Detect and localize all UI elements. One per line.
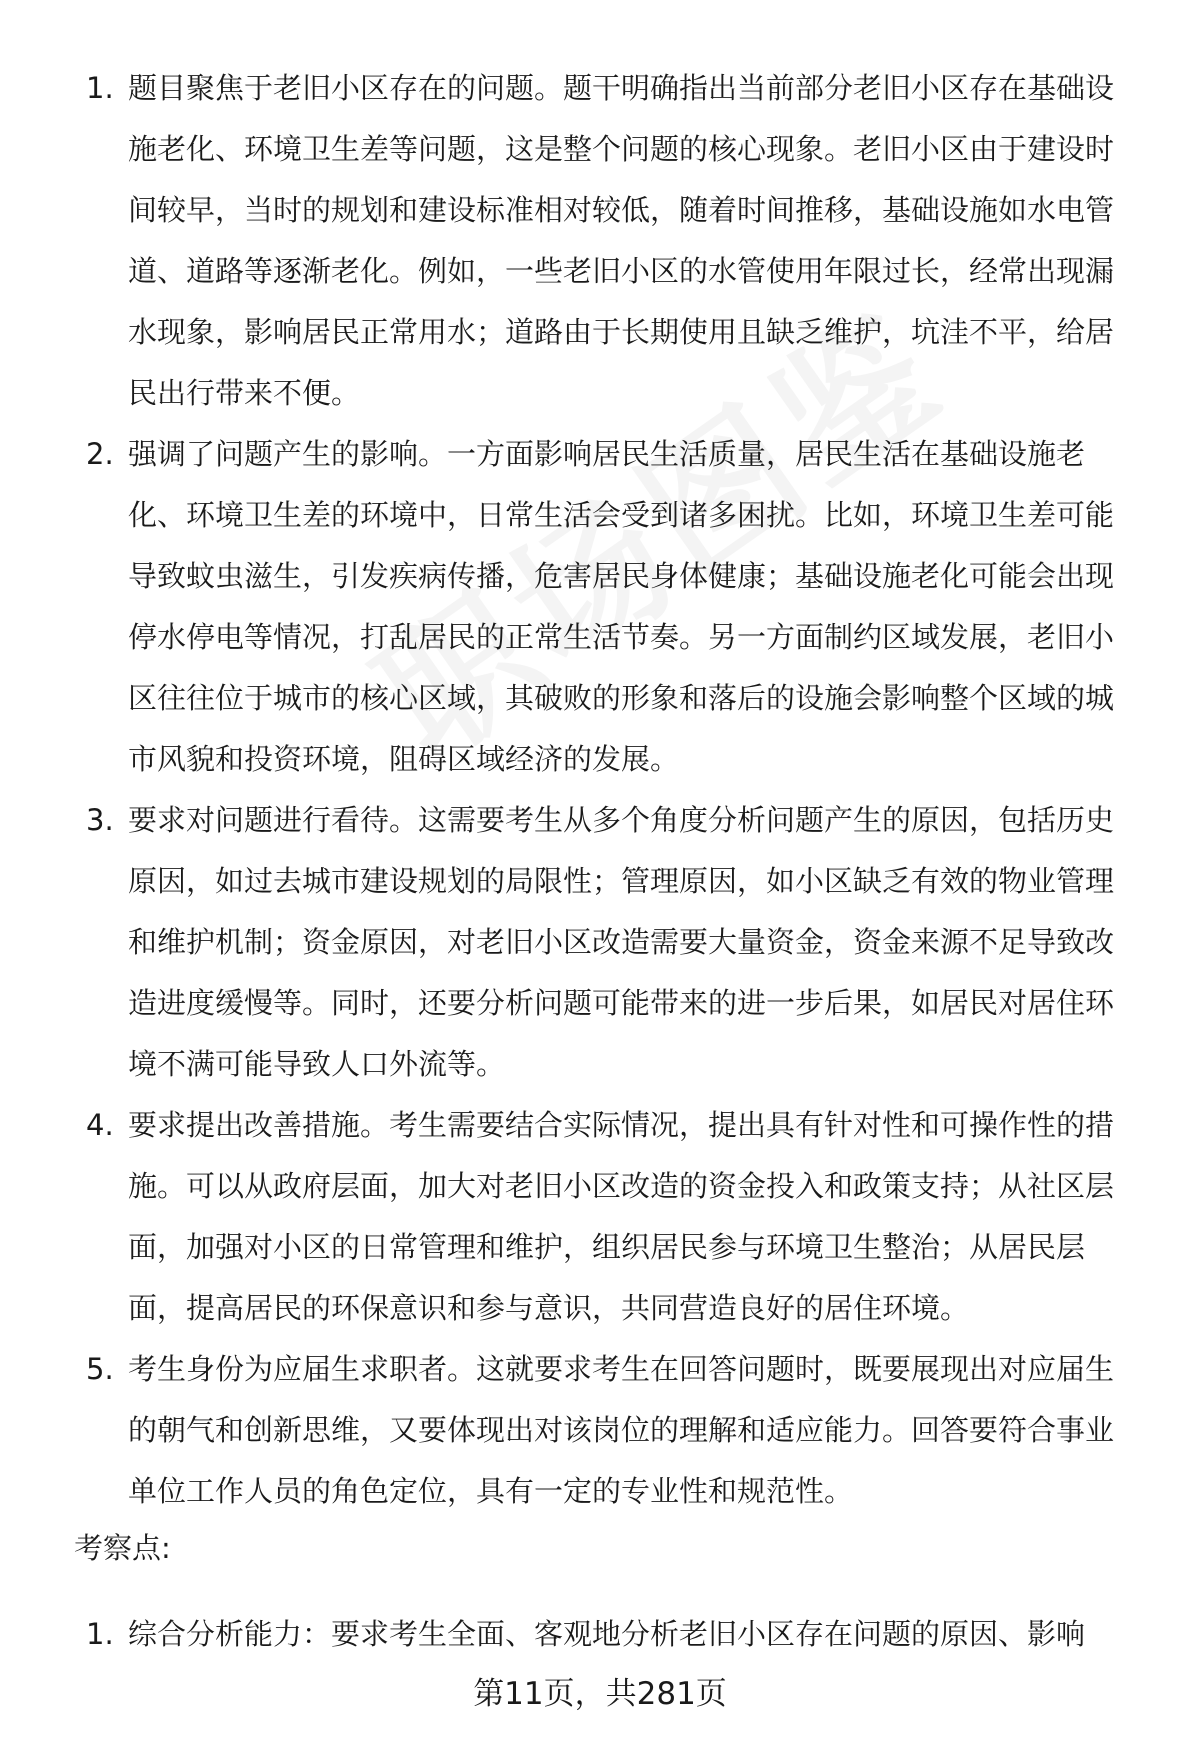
list-item-number: 1. [86, 71, 114, 105]
list-item [0, 424, 1200, 790]
list-item [0, 58, 1200, 424]
list-item-number: 1. [86, 1617, 114, 1651]
main-numbered-list [0, 58, 1200, 1522]
list-item-text: 综合分析能力：要求考生全面、客观地分析老旧小区存在问题的原因、影响 [128, 1617, 1086, 1651]
list-item [0, 790, 1200, 1095]
list-item [0, 1095, 1200, 1339]
list-item-number: 4. [86, 1108, 114, 1142]
list-item-number: 5. [86, 1352, 114, 1386]
section-heading: 考察点: [74, 1531, 171, 1565]
list-item-number: 2. [86, 437, 114, 471]
page-footer: 第11页，共281页 [473, 1676, 727, 1712]
sub-numbered-list [0, 1604, 1200, 1665]
list-item [0, 1604, 1200, 1665]
list-item-number: 3. [86, 803, 114, 837]
list-item-text: 要求对问题进行看待。这需要考生从多个角度分析问题产生的原因，包括历史原因，如过去城市建设规划的局限性；管理原因，如小区缺乏有效的物业管理和维护机制；资金原因，对老旧小区改造需要大量资金，资金来源不足导致改造进度缓慢等。同时，还要分析问题可能带来的进一步后果，如居民对居住环境不满可能导致人口外流等。 [128, 803, 1115, 1081]
list-item [0, 1339, 1200, 1522]
list-item-text: 考生身份为应届生求职者。这就要求考生在回答问题时，既要展现出对应届生的朝气和创新思维，又要体现出对该岗位的理解和适应能力。回答要符合事业单位工作人员的角色定位，具有一定的专业性和规范性。 [128, 1352, 1115, 1508]
list-item-text: 题目聚焦于老旧小区存在的问题。题干明确指出当前部分老旧小区存在基础设施老化、环境卫生差等问题，这是整个问题的核心现象。老旧小区由于建设时间较早，当时的规划和建设标准相对较低，随着时间推移，基础设施如水电管道、道路等逐渐老化。例如，一些老旧小区的水管使用年限过长，经常出现漏水现象，影响居民正常用水；道路由于长期使用且缺乏维护，坑洼不平，给居民出行带来不便。 [128, 71, 1115, 410]
list-item-text: 强调了问题产生的影响。一方面影响居民生活质量，居民生活在基础设施老化、环境卫生差的环境中，日常生活会受到诸多困扰。比如，环境卫生差可能导致蚊虫滋生，引发疾病传播，危害居民身体健康；基础设施老化可能会出现停水停电等情况，打乱居民的正常生活节奏。另一方面制约区域发展，老旧小区往往位于城市的核心区域，其破败的形象和落后的设施会影响整个区域的城市风貌和投资环境，阻碍区域经济的发展。 [128, 437, 1115, 776]
list-item-text: 要求提出改善措施。考生需要结合实际情况，提出具有针对性和可操作性的措施。可以从政府层面，加大对老旧小区改造的资金投入和政策支持；从社区层面，加强对小区的日常管理和维护，组织居民参与环境卫生整治；从居民层面，提高居民的环保意识和参与意识，共同营造良好的居住环境。 [128, 1108, 1115, 1325]
